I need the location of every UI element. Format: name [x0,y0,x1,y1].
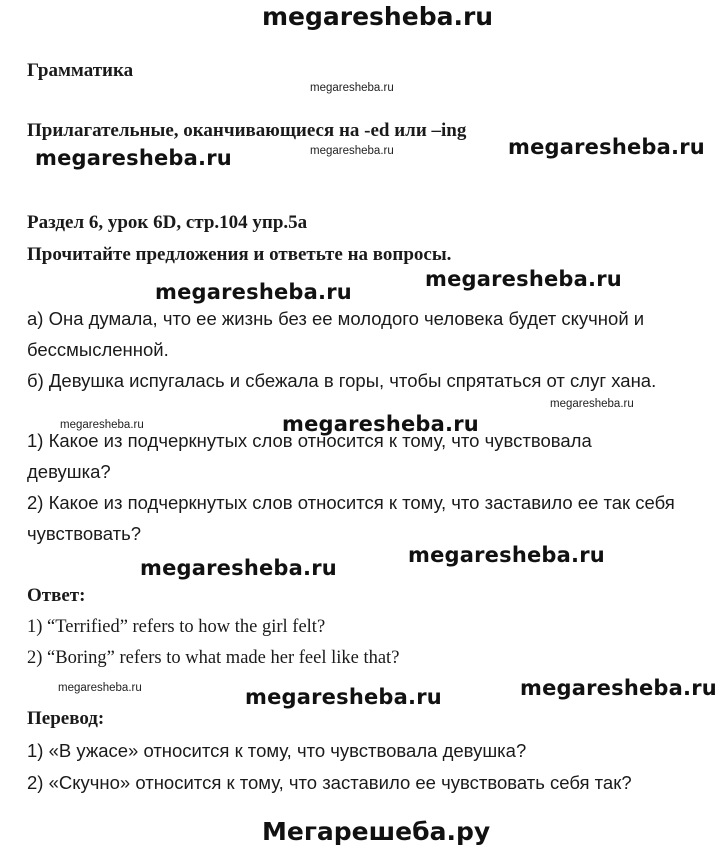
watermark-big: megaresheba.ru [35,146,232,170]
watermark-big: megaresheba.ru [282,412,479,436]
watermark-small: megaresheba.ru [60,419,144,431]
topic-heading: Прилагательные, оканчивающиеся на -ed или –ing [27,120,467,141]
translation-label: Перевод: [27,708,105,729]
footer-site-watermark: Мегарешеба.ру [262,817,491,846]
answer-2: 2) “Boring” refers to what made her feel like that? [27,648,400,668]
question2-line2: чувствовать? [27,523,142,544]
watermark-small: megaresheba.ru [310,145,394,157]
sentence-a-line2: бессмысленной. [27,339,169,360]
sentence-b: б) Девушка испугалась и сбежала в горы, чтобы спрятаться от слуг хана. [27,370,657,391]
watermark-big: megaresheba.ru [245,685,442,709]
watermark-big: megaresheba.ru [508,135,705,159]
watermark-big: megaresheba.ru [520,676,717,700]
sentence-a-line1: а) Она думала, что ее жизнь без ее молодого человека будет скучной и [27,308,645,329]
translation-1: 1) «В ужасе» относится к тому, что чувствовала девушка? [27,740,527,761]
lesson-heading: Раздел 6, урок 6D, стр.104 упр.5а [27,212,308,233]
watermark-big: megaresheba.ru [408,543,605,567]
question2-line1: 2) Какое из подчеркнутых слов относится к тому, что заставило ее так себя [27,492,675,513]
watermark-small: megaresheba.ru [58,682,142,694]
question1-line2: девушка? [27,461,111,482]
watermark-big: megaresheba.ru [425,267,622,291]
answer-label: Ответ: [27,585,86,606]
watermark-big: megaresheba.ru [155,280,352,304]
answer-1: 1) “Terrified” refers to how the girl felt? [27,617,326,637]
watermark-small: megaresheba.ru [310,82,394,94]
watermark-big: megaresheba.ru [140,556,337,580]
section-title: Грамматика [27,60,134,81]
header-site-watermark: megaresheba.ru [262,2,494,31]
watermark-small: megaresheba.ru [550,398,634,410]
translation-2: 2) «Скучно» относится к тому, что заставило ее чувствовать себя так? [27,772,632,793]
question1-line1: 1) Какое из подчеркнутых слов относится к тому, что чувствовала [27,430,592,451]
instruction: Прочитайте предложения и ответьте на вопросы. [27,244,452,265]
